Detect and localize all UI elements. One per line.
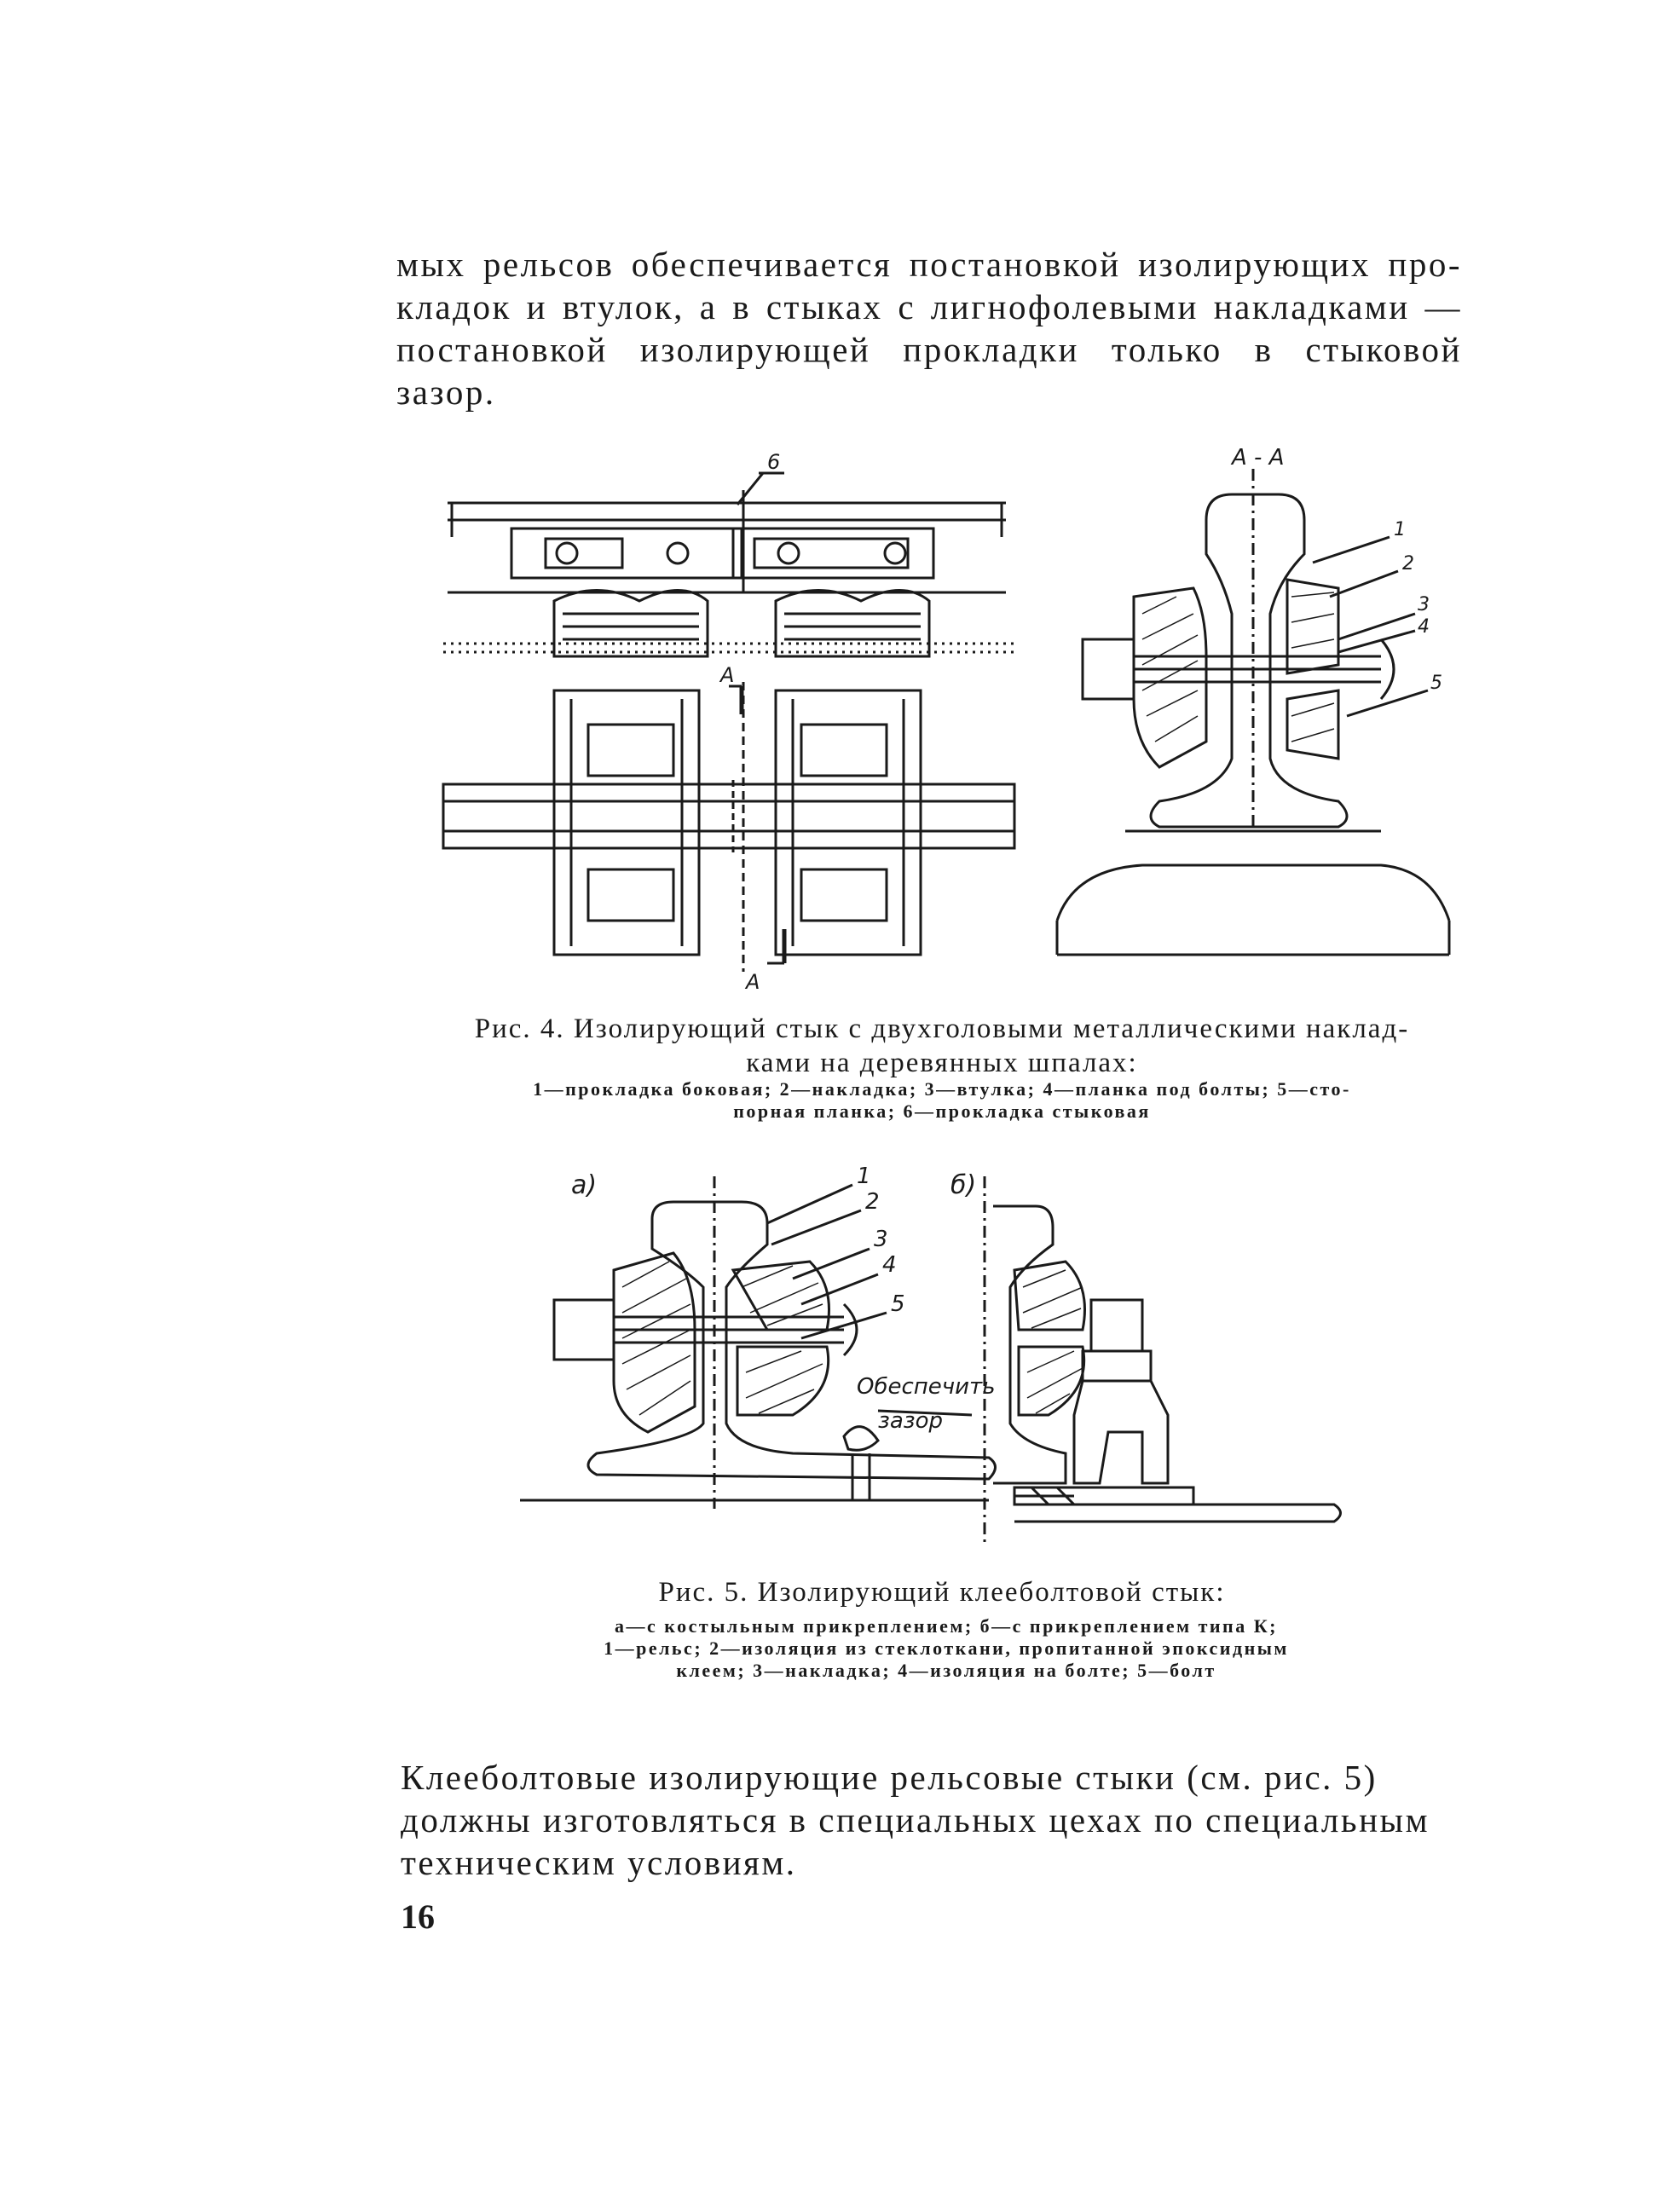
figure-4-drawing [426,443,1466,997]
figure-4-legend [401,1078,1483,1123]
section-mark-a-bottom: А [746,970,760,994]
text-line: техническим условиям. [401,1843,797,1882]
callout-4: 4 [882,1252,897,1278]
caption-line: Рис. 4. Изолирующий стык с двухголовыми металлическими наклад- [474,1014,1410,1044]
view-a-rail-section [520,1176,996,1509]
text-line: зазор. [396,373,496,412]
label-view-a: а) [571,1170,598,1200]
section-label: А - А [1232,445,1285,471]
callout-5: 5 [891,1291,905,1317]
text-line: мых рельсов обеспечивается постановкой изолирующих про- [396,245,1462,284]
callout-2: 2 [1402,553,1414,575]
callout-5: 5 [1430,673,1442,694]
page-number: 16 [401,1897,435,1936]
figure-4-caption [409,1012,1475,1080]
figure-5-drawing [511,1159,1364,1560]
legend-line: клеем; 3—накладка; 4—изоляция на болте; 5—болт [676,1660,1216,1681]
cross-section-aa [1057,469,1449,955]
callout-2: 2 [865,1189,880,1215]
callout-1: 1 [1394,519,1406,540]
paragraph-top [396,243,1462,413]
callout-4: 4 [1418,616,1430,638]
note-gap: зазор [878,1408,943,1434]
caption-line: ками на деревянных шпалах: [746,1048,1138,1078]
legend-line: порная планка; 6—прокладка стыковая [733,1100,1151,1122]
view-b-rail-section [985,1176,1341,1543]
label-view-b: б) [950,1170,977,1200]
rail-plan-view [443,682,1014,972]
callout-3: 3 [1418,594,1430,615]
text-line: постановкой изолирующей прокладки только в стыковой [396,330,1462,369]
paragraph-bottom [401,1756,1466,1884]
caption-line: Рис. 5. Изолирующий клееболтовой стык: [658,1577,1226,1608]
rail-elevation-view [448,490,1006,656]
legend-line: а—с костыльным прикреплением; б—с прикреплением типа К; [614,1615,1279,1637]
callout-1: 1 [857,1164,871,1189]
legend-line: 1—рельс; 2—изоляция из стеклоткани, пропитанной эпоксидным [604,1637,1289,1659]
text-line: кладок и втулок, а в стыках с лигнофолевыми накладками — [396,287,1462,326]
figure-5-caption [409,1575,1475,1609]
figure-5-legend [460,1615,1432,1682]
callout-3: 3 [874,1227,888,1252]
legend-line: 1—прокладка боковая; 2—накладка; 3—втулка; 4—планка под болты; 5—сто- [533,1078,1351,1100]
text-line: должны изготовляться в специальных цехах по специальным [401,1800,1430,1839]
text-line: Клееболтовые изолирующие рельсовые стыки (см. рис. 5) [401,1758,1378,1797]
section-mark-a-top: А [720,663,735,687]
callout-6: 6 [767,450,781,474]
note-ensure: Обеспечить [857,1374,996,1400]
